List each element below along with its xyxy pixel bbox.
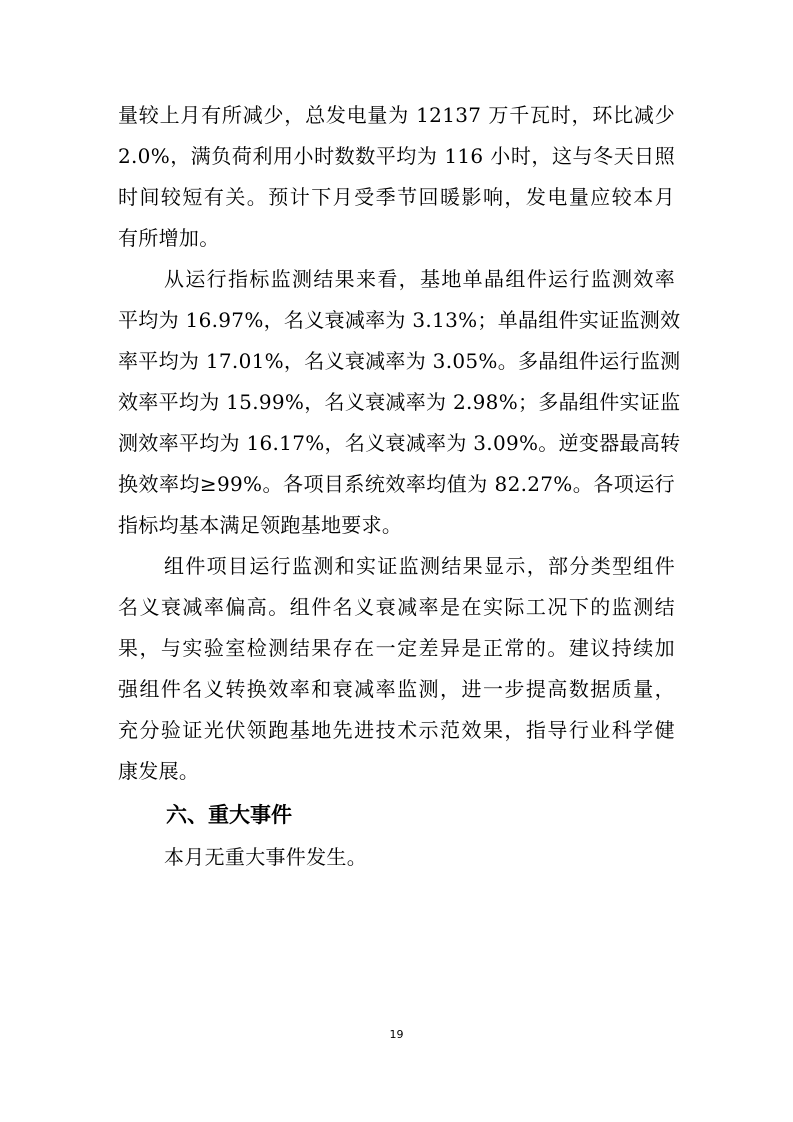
text-line: 充分验证光伏领跑基地先进技术示范效果，指导行业科学健 [118,718,675,742]
section-body-text: 本月无重大事件发生。 [164,845,367,869]
document-body [118,95,681,878]
text-line: 时间较短有关。预计下月受季节回暖影响，发电量应较本月 [118,185,675,209]
paragraph-monitoring-results [118,546,675,792]
text-line: 果，与实验室检测结果存在一定差异是正常的。建议持续加 [118,636,675,660]
text-line: 测效率平均为 16.17%，名义衰减率为 3.09%。逆变器最高转 [118,431,681,455]
text-line: 名义衰减率偏高。组件名义衰减率是在实际工况下的监测结 [118,595,675,619]
text-line: 换效率均≥99%。各项目系统效率均值为 82.27%。各项运行 [118,472,675,496]
text-line: 2.0%，满负荷利用小时数数平均为 116 小时，这与冬天日照 [118,144,675,168]
text-line: 量较上月有所减少，总发电量为 12137 万千瓦时，环比减少 [118,103,675,127]
paragraph-operation-indicators [118,259,681,546]
text-line: 有所增加。 [118,226,220,250]
text-line: 平均为 16.97%，名义衰减率为 3.13%；单晶组件实证监测效 [118,308,681,332]
page-number: 19 [389,1028,404,1041]
paragraph-power-generation [118,95,675,259]
text-line: 效率平均为 15.99%，名义衰减率为 2.98%；多晶组件实证监 [118,390,681,414]
text-line: 强组件名义转换效率和衰减率监测，进一步提高数据质量， [118,677,675,701]
section-heading: 六、重大事件 [166,803,292,827]
text-line: 指标均基本满足领跑基地要求。 [118,513,403,537]
text-line: 康发展。 [118,759,200,783]
text-line: 组件项目运行监测和实证监测结果显示，部分类型组件 [164,554,675,578]
text-line: 从运行指标监测结果来看，基地单晶组件运行监测效率 [164,267,675,291]
text-line: 率平均为 17.01%，名义衰减率为 3.05%。多晶组件运行监测 [118,349,681,373]
